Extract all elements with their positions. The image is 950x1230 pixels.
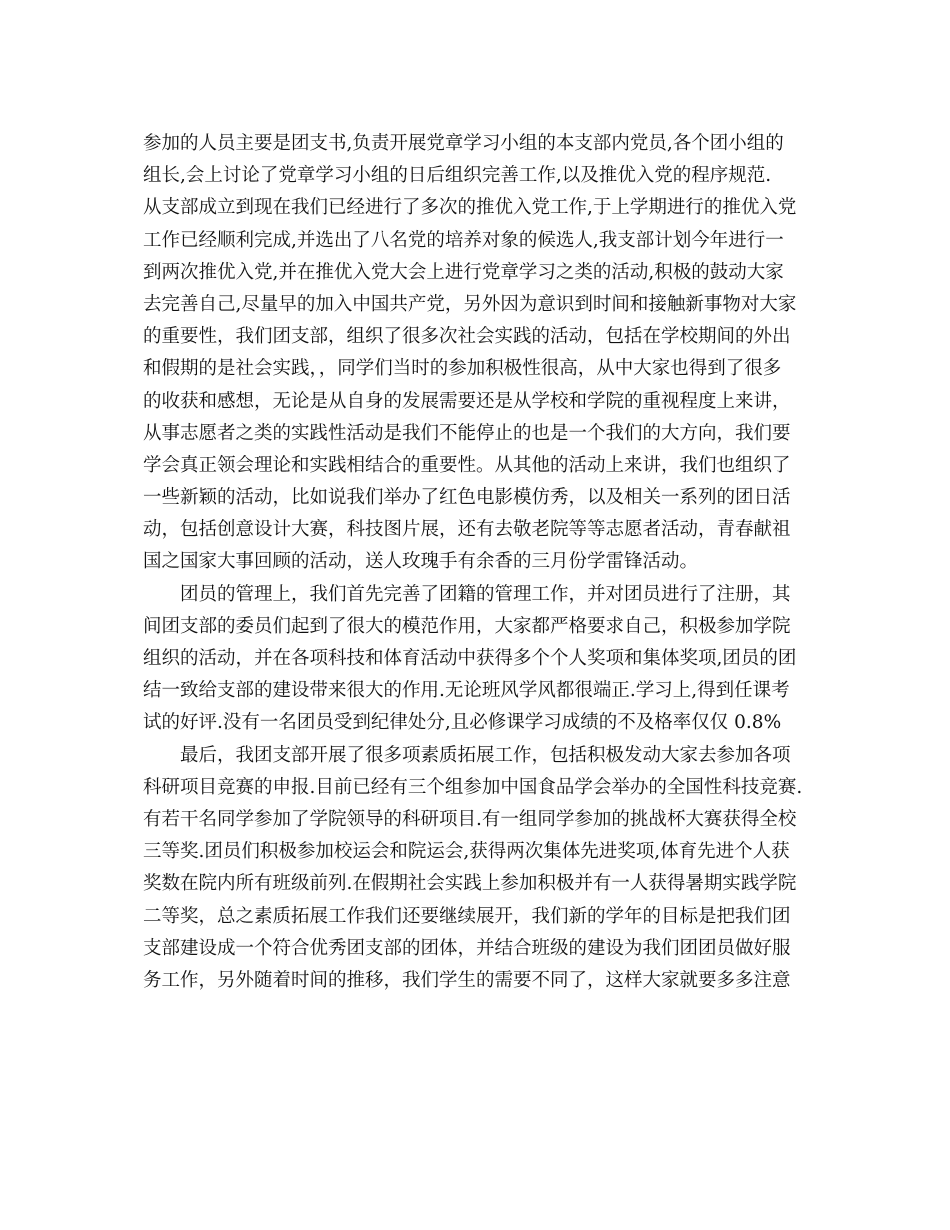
text-line: 国之国家大事回顾的活动，送人玫瑰手有余香的三月份学雷锋活动。 [143,551,699,573]
text-line: 组长,会上讨论了党章学习小组的日后组织完善工作,以及推优入党的程序规范. [143,165,772,187]
text-line: 团员的管理上，我们首先完善了团籍的管理工作，并对团员进行了注册，其 [180,583,791,605]
text-line: 动，包括创意设计大赛，科技图片展，还有去敬老院等等志愿者活动，青春献祖 [143,519,791,541]
text-line: 有若干名同学参加了学院领导的科研项目.有一组同学参加的挑战杯大赛获得全校 [143,808,797,830]
text-line: 奖数在院内所有班级前列.在假期社会实践上参加积极并有一人获得暑期实践学院 [143,873,797,895]
text-line: 最后，我团支部开展了很多项素质拓展工作，包括积极发动大家去参加各项 [180,744,791,766]
text-line: 参加的人员主要是团支书,负责开展党章学习小组的本支部内党员,各个团小组的 [143,133,784,154]
paragraph [143,128,808,579]
text-line: 和假期的是社会实践，，同学们当时的参加积极性很高，从中大家也得到了很多 [143,358,782,380]
text-line: 间团支部的委员们起到了很大的模范作用，大家都严格要求自己，积极参加学院 [143,615,791,637]
text-line: 从支部成立到现在我们已经进行了多次的推优入党工作,于上学期进行的推优入党 [143,197,797,219]
text-line: 结一致给支部的建设带来很大的作用.无论班风学风都很端正.学习上,得到任课考 [143,680,790,702]
text-line: 务工作，另外随着时间的推移，我们学生的需要不同了，这样大家就要多多注意 [143,969,791,991]
text-line: 学会真正领会理论和实践相结合的重要性。从其他的活动上来讲，我们也组织了 [143,454,791,476]
text-line: 从事志愿者之类的实践性活动是我们不能停止的也是一个我们的大方向，我们要 [143,422,791,444]
paragraph [143,579,808,740]
document-body [143,128,808,997]
text-line: 的收获和感想，无论是从自身的发展需要还是从学校和学院的重视程度上来讲， [143,390,791,412]
text-line: 去完善自己,尽量早的加入中国共产党，另外因为意识到时间和接触新事物对大家 [143,293,797,315]
text-line: 的重要性，我们团支部，组织了很多次社会实践的活动，包括在学校期间的外出 [143,326,791,348]
text-line: 试的好评.没有一名团员受到纪律处分,且必修课学习成绩的不及格率仅仅 0.8% [143,712,782,734]
text-line: 工作已经顺利完成,并选出了八名党的培养对象的候选人,我支部计划今年进行一 [143,229,784,251]
text-line: 三等奖.团员们积极参加校运会和院运会,获得两次集体先进奖项,体育先进个人获 [143,841,790,863]
text-line: 支部建设成一个符合优秀团支部的团体，并结合班级的建设为我们团团员做好服 [143,937,791,959]
text-line: 到两次推优入党,并在推优入党大会上进行党章学习之类的活动,积极的鼓动大家 [143,261,784,283]
text-line: 二等奖，总之素质拓展工作我们还要继续展开，我们新的学年的目标是把我们团 [143,905,791,927]
paragraph [143,740,808,998]
text-line: 一些新颖的活动，比如说我们举办了红色电影模仿秀，以及相关一系列的团日活 [143,487,791,509]
text-line: 科研项目竞赛的申报.目前已经有三个组参加中国食品学会举办的全国性科技竞赛. [143,776,803,798]
text-line: 组织的活动，并在各项科技和体育活动中获得多个个人奖项和集体奖项,团员的团 [143,648,797,669]
